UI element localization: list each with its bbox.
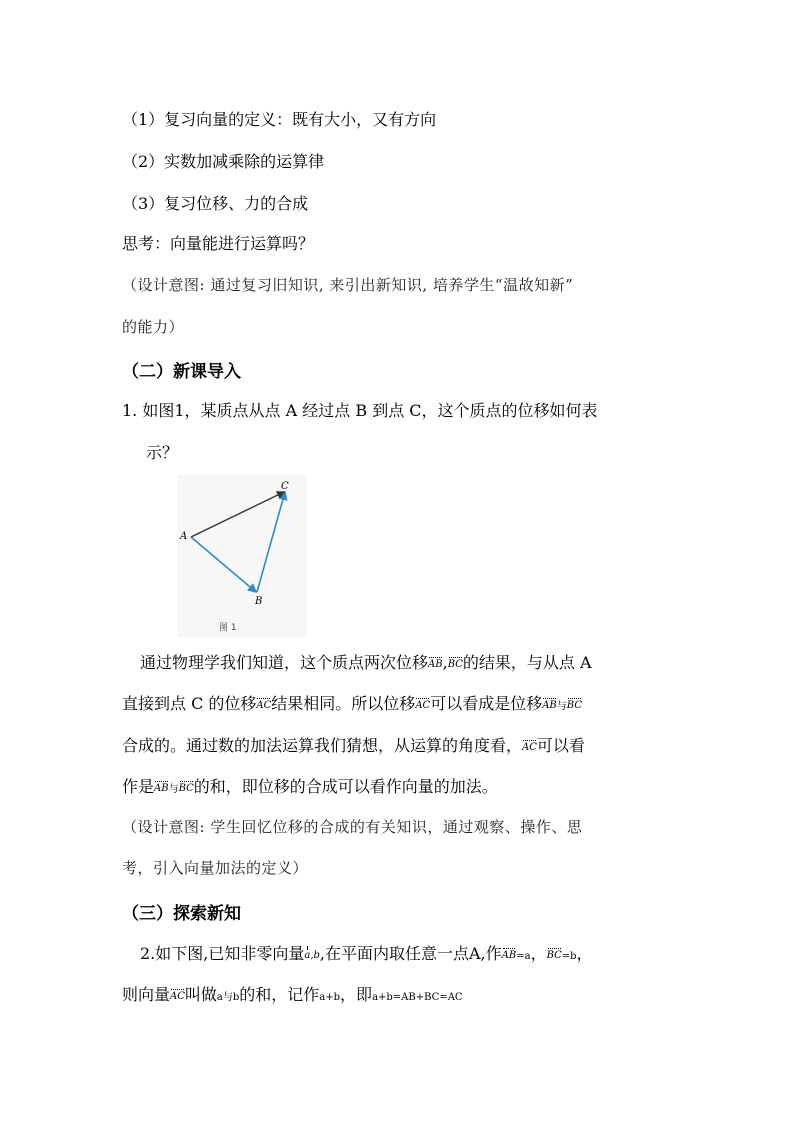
vector-bc: BC: [566, 700, 582, 711]
and-word: 与: [168, 784, 179, 795]
definition-text: 2.如下图,已知非零向量: [140, 944, 305, 963]
paragraph-text: 的和，即位移的合成可以看作向量的加法。: [193, 777, 498, 796]
definition-text: ，即: [340, 985, 373, 1004]
paragraph-text: 可以看成是位移: [430, 694, 543, 713]
vector-bc: BC: [546, 950, 562, 961]
paragraph-text: 直接到点 C 的位移: [122, 694, 257, 713]
vector-ac: AC: [256, 700, 272, 711]
separator: ,: [442, 653, 448, 672]
figure-1-triangle-diagram: [177, 475, 307, 637]
definition-line1: [140, 941, 593, 964]
vector-ac: AC: [522, 742, 537, 753]
and-word: 与: [556, 701, 567, 712]
definition-text: ,在平面内取任意一点A,作: [319, 944, 502, 963]
paragraph-text: 合成的。通过数的加法运算我们猜想，从运算的角度看，: [122, 736, 523, 755]
design-intent-2-line2: 考，引入向量加法的定义）: [122, 859, 309, 877]
equals-b: =b: [561, 951, 577, 962]
paragraph-line3: [122, 733, 585, 756]
definition-text: 叫做: [184, 985, 217, 1004]
point-a-label: A: [180, 531, 188, 542]
think-question: 思考：向量能进行运算吗？: [122, 234, 315, 253]
point-c-label: C: [281, 481, 289, 492]
review-item-3: （3）复习位移、力的合成: [122, 194, 309, 213]
vector-bc: BC: [447, 659, 463, 670]
paragraph-text: 可以看: [536, 736, 585, 755]
review-item-2: （2）实数加减乘除的运算律: [122, 152, 325, 171]
figure-background: [177, 475, 307, 637]
vector-sum-formula: a+b=AB+BC=AC: [372, 992, 463, 1003]
paragraph-text: 作是: [122, 777, 155, 796]
vector-ab: AB: [154, 783, 169, 794]
section-heading-new-lesson: （二）新课导入: [122, 362, 241, 382]
paragraph-text: 结果相同。所以位移: [271, 694, 416, 713]
definition-text: 的和，记作: [239, 985, 320, 1004]
paragraph-text: 的结果，与从点 A: [462, 653, 592, 672]
review-item-1: （1）复习向量的定义：既有大小，又有方向: [122, 110, 437, 129]
paragraph-text: 通过物理学我们知道，这个质点两次位移: [140, 653, 429, 672]
question-1-line1: 1. 如图1，某质点从点 A 经过点 B 到点 C，这个质点的位移如何表: [122, 401, 598, 420]
vector-ac: AC: [415, 700, 431, 711]
definition-line2: [122, 982, 463, 1005]
vectors-a-b: a,b: [304, 950, 320, 961]
design-intent-2-line1: （设计意图: 学生回忆位移的合成的有关知识，通过观察、操作、思: [122, 818, 583, 836]
section-heading-explore: （三）探索新知: [122, 904, 241, 924]
comma: ，: [530, 944, 547, 963]
design-intent-1-line2: 的能力）: [122, 318, 185, 336]
vector-ab: AB: [542, 700, 557, 711]
paragraph-line1: [140, 650, 592, 673]
question-1-line2: 示？: [146, 443, 179, 462]
paragraph-line4: [122, 774, 498, 797]
comma: ，: [576, 944, 593, 963]
design-intent-1-line1: （设计意图: 通过复习旧知识, 来引出新知识, 培养学生“温故知新”: [122, 276, 574, 294]
sum-notation: a+b: [319, 992, 341, 1003]
a-and-b: a与b: [216, 992, 240, 1003]
definition-text: 则向量: [122, 985, 171, 1004]
figure-caption: 图 1: [219, 623, 237, 633]
point-b-label: B: [255, 596, 263, 607]
vector-ab: AB: [428, 659, 443, 670]
vector-ac: AC: [170, 991, 185, 1002]
paragraph-line2: [122, 691, 582, 714]
vector-bc: BC: [178, 783, 194, 794]
vector-ab: AB: [501, 950, 517, 961]
equals-a: =a: [516, 951, 531, 962]
